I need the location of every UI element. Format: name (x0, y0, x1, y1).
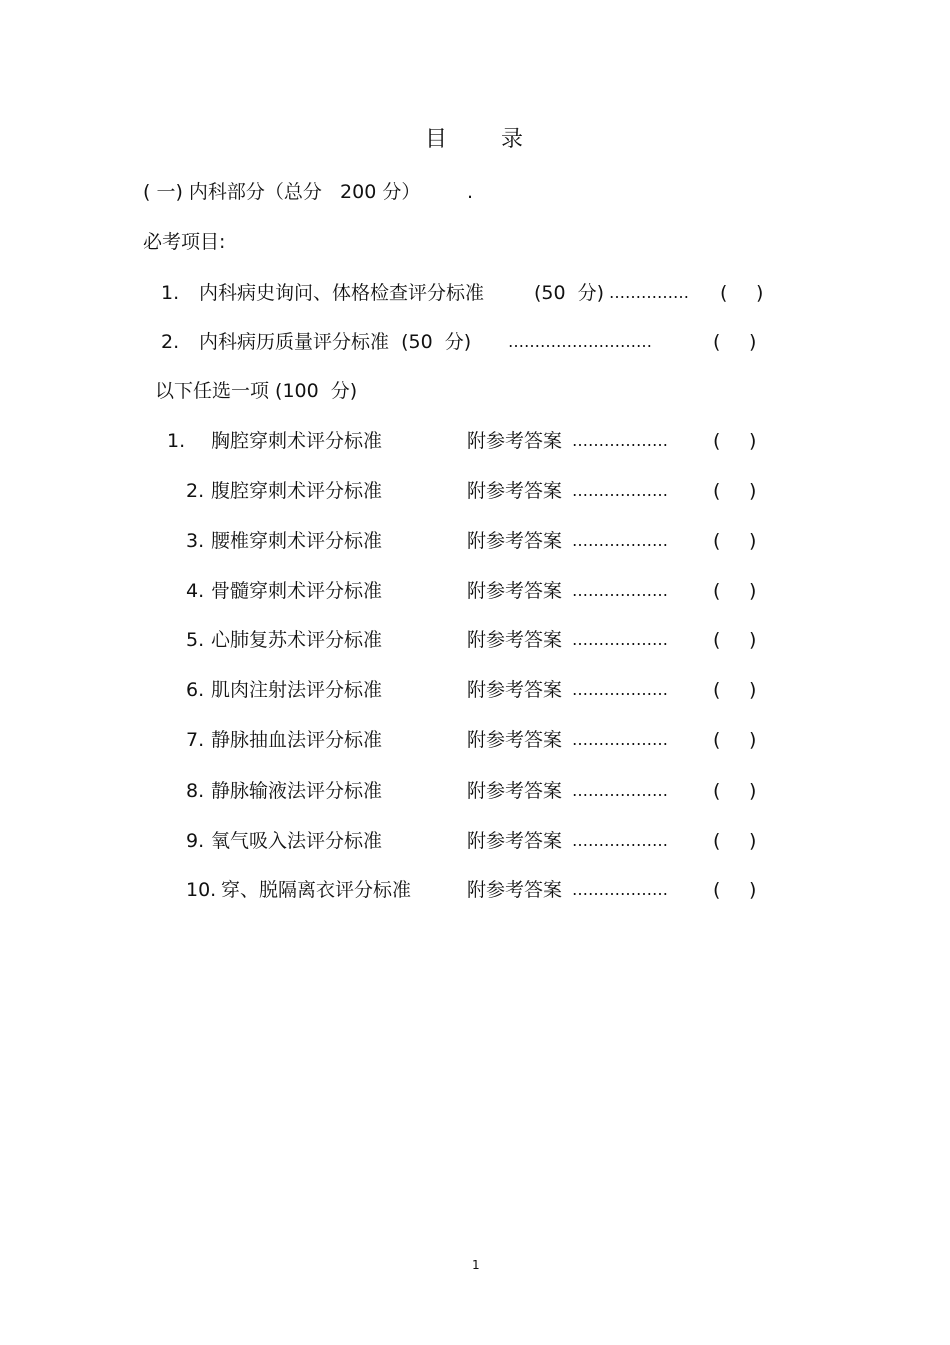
entry-answer-note: 附参考答案 (467, 729, 563, 751)
entry-title: 内科病历质量评分标准 (50 分) (199, 331, 472, 353)
entry-number: 7. (186, 729, 205, 751)
entry-score: (50 分) (534, 282, 605, 304)
leader-dots: ……………… (572, 581, 668, 600)
leader-dots: ……………………… (508, 332, 652, 351)
page-ref-close: ) (749, 430, 757, 452)
page-number: 1 (472, 1258, 480, 1272)
page-ref-open: ( (713, 879, 721, 901)
page-ref-close: ) (749, 480, 757, 502)
entry-answer-note: 附参考答案 (467, 679, 563, 701)
leader-dots: ……………… (572, 481, 668, 500)
entry-title: 胸腔穿刺术评分标准 (211, 430, 383, 452)
entry-title: 心肺复苏术评分标准 (211, 629, 383, 651)
entry-title: 氧气吸入法评分标准 (211, 830, 383, 852)
page-ref-open: ( (713, 629, 721, 651)
leader-dots: ……………… (572, 781, 668, 800)
page-ref-open: ( (713, 679, 721, 701)
required-label: 必考项目: (143, 231, 226, 253)
entry-answer-note: 附参考答案 (467, 480, 563, 502)
entry-answer-note: 附参考答案 (467, 830, 563, 852)
page-ref-close: ) (749, 679, 757, 701)
leader-dots: …………… (609, 283, 689, 302)
leader-dots: ……………… (572, 680, 668, 699)
entry-answer-note: 附参考答案 (467, 629, 563, 651)
leader-dots: ……………… (572, 630, 668, 649)
page-ref-close: ) (749, 629, 757, 651)
leader-dots: ……………… (572, 431, 668, 450)
page-ref-open: ( (713, 430, 721, 452)
optional-label: 以下任选一项 (100 分) (155, 380, 358, 402)
entry-number: 1. (167, 430, 186, 452)
entry-number: 3. (186, 530, 205, 552)
entry-title: 静脉抽血法评分标准 (211, 729, 383, 751)
entry-answer-note: 附参考答案 (467, 430, 563, 452)
page-ref-close: ) (749, 530, 757, 552)
page-ref-open: ( (713, 729, 721, 751)
leader-dots: ……………… (572, 531, 668, 550)
entry-number: 10. (186, 879, 217, 901)
page-ref-open: ( (720, 282, 728, 304)
entry-number: 6. (186, 679, 205, 701)
page-ref-open: ( (713, 530, 721, 552)
page-ref-open: ( (713, 580, 721, 602)
entry-answer-note: 附参考答案 (467, 530, 563, 552)
entry-number: 2. (186, 480, 205, 502)
page-ref-close: ) (756, 282, 764, 304)
entry-answer-note: 附参考答案 (467, 879, 563, 901)
entry-title: 静脉输液法评分标准 (211, 780, 383, 802)
entry-title: 腹腔穿刺术评分标准 (211, 480, 383, 502)
title-char-1: 目 (425, 127, 448, 152)
entry-answer-note: 附参考答案 (467, 580, 563, 602)
entry-title: 腰椎穿刺术评分标准 (211, 530, 383, 552)
entry-title: 肌肉注射法评分标准 (211, 679, 383, 701)
section-heading-dot: . (467, 181, 474, 203)
leader-dots: ……………… (572, 730, 668, 749)
leader-dots: ……………… (572, 831, 668, 850)
entry-number: 1. (161, 282, 180, 304)
entry-title: 穿、脱隔离衣评分标准 (221, 879, 412, 901)
entry-answer-note: 附参考答案 (467, 780, 563, 802)
page-ref-open: ( (713, 830, 721, 852)
page-ref-open: ( (713, 331, 721, 353)
entry-number: 9. (186, 830, 205, 852)
entry-number: 5. (186, 629, 205, 651)
section-heading: ( 一) 内科部分（总分 200 分） (143, 181, 421, 203)
entry-number: 8. (186, 780, 205, 802)
page-ref-close: ) (749, 879, 757, 901)
entry-number: 2. (161, 331, 180, 353)
page-ref-close: ) (749, 331, 757, 353)
page-ref-close: ) (749, 830, 757, 852)
title-char-2: 录 (501, 127, 524, 152)
entry-number: 4. (186, 580, 205, 602)
entry-title: 骨髓穿刺术评分标准 (211, 580, 383, 602)
entry-title: 内科病史询问、体格检查评分标准 (199, 282, 485, 304)
page-ref-close: ) (749, 729, 757, 751)
page-ref-open: ( (713, 480, 721, 502)
page-ref-open: ( (713, 780, 721, 802)
page-ref-close: ) (749, 580, 757, 602)
leader-dots: ……………… (572, 880, 668, 899)
page-ref-close: ) (749, 780, 757, 802)
